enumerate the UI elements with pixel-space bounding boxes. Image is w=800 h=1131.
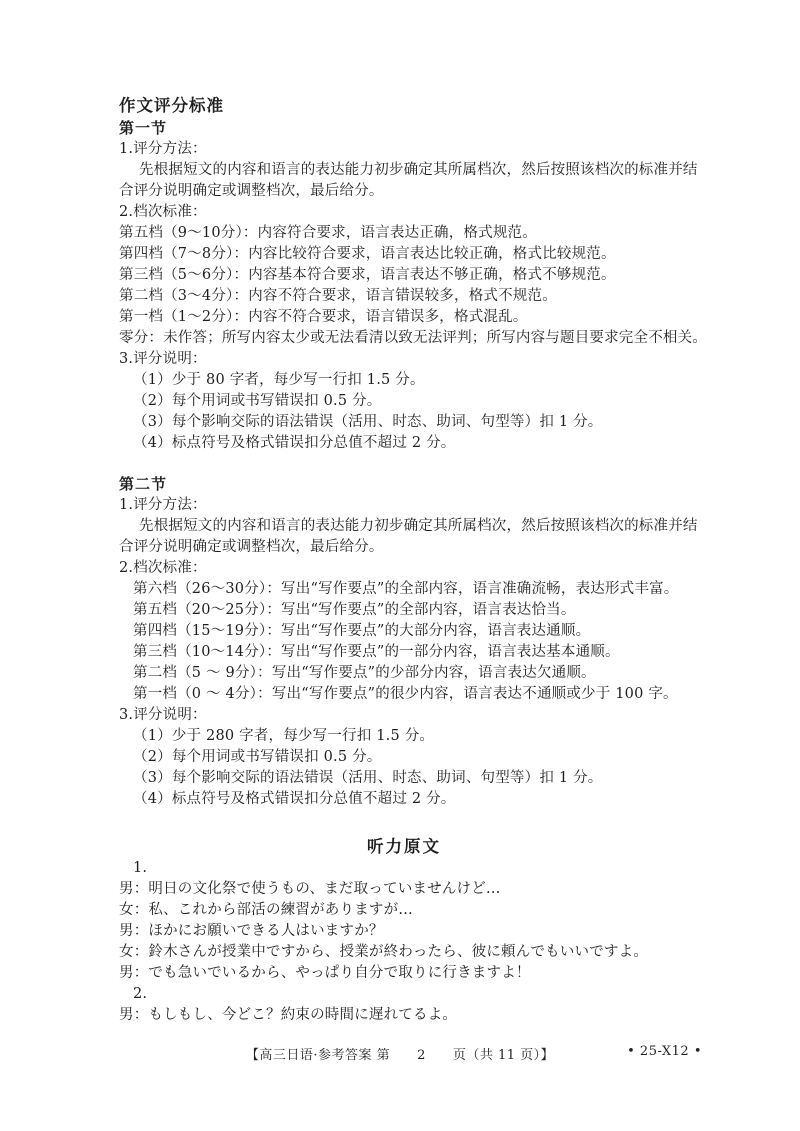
document-line: 先根据短文的内容和语言的表达能力初步确定其所属档次，然后按照该档次的标准并结 (139, 162, 698, 178)
document-line: 第四档（7～8分）：内容比较符合要求，语言表达比较正确，格式比较规范。 (119, 246, 616, 262)
document-line: （3）每个影响交际的语法错误（活用、时态、助词、句型等）扣 1 分。 (133, 770, 603, 786)
document-line: 3.评分说明： (119, 351, 207, 367)
document-line: 第一档（1～2分）：内容不符合要求，语言错误多，格式混乱。 (119, 309, 528, 325)
document-line: 合评分说明确定或调整档次，最后给分。 (119, 539, 384, 555)
document-line: 男：もしもし、今どこ？約束の時間に遅れてるよ。 (119, 1007, 458, 1023)
document-line: 合评分说明确定或调整档次，最后给分。 (119, 183, 384, 199)
document-line: 第六档（26～30分）：写出“写作要点”的全部内容，语言准确流畅，表达形式丰富。 (133, 581, 679, 597)
document-line: 男：明日の文化祭で使うもの、まだ取っていませんけど… (119, 881, 501, 897)
footer-exam-code: • 25-X12 • (627, 1044, 702, 1059)
section-heading: 第一节 (119, 119, 168, 137)
document-line: 第五档（20～25分）：写出“写作要点”的全部内容，语言表达恰当。 (133, 602, 576, 618)
document-line: 2. (133, 986, 148, 1002)
listening-section-title: 听力原文 (367, 837, 441, 856)
document-line: 零分：未作答；所写内容太少或无法看清以致无法评判；所写内容与题目要求完全不相关。 (119, 330, 707, 346)
document-line: （2）每个用词或书写错误扣 0.5 分。 (133, 393, 382, 409)
section-heading: 第二节 (119, 475, 168, 493)
document-line: 第三档（5～6分）：内容基本符合要求，语言表达不够正确，格式不够规范。 (119, 267, 616, 283)
document-line: 1.评分方法： (119, 497, 207, 513)
document-line: （1）少于 80 字者，每少写一行扣 1.5 分。 (133, 372, 425, 388)
document-line: 2.档次标准： (119, 204, 207, 220)
document-line: 3.评分说明： (119, 707, 207, 723)
document-line: 男：ほかにお願いできる人はいますか？ (119, 923, 384, 939)
document-line: 第五档（9～10分）：内容符合要求，语言表达正确，格式规范。 (119, 225, 537, 241)
footer-page-indicator: 【高三日语·参考答案 第 2 页（共 11 页）】 (245, 1048, 555, 1063)
document-line: 第一档（0 ～ 4分）：写出“写作要点”的很少内容，语言表达不通顺或少于 100 字。 (133, 686, 678, 702)
document-line: （1）少于 280 字者，每少写一行扣 1.5 分。 (133, 728, 435, 744)
document-line: 1. (133, 860, 148, 876)
document-body (119, 95, 707, 1026)
document-line: 女：鈴木さんが授業中ですから、授業が終わったら、彼に頼んでもいいですよ。 (119, 944, 649, 960)
document-line: 第四档（15～19分）：写出“写作要点”的大部分内容，语言表达通顺。 (133, 623, 591, 639)
document-line: 2.档次标准： (119, 560, 207, 576)
document-line: 第二档（5 ～ 9分）：写出“写作要点”的少部分内容，语言表达欠通顺。 (133, 665, 596, 681)
document-line: 第三档（10～14分）：写出“写作要点”的一部分内容，语言表达基本通顺。 (133, 644, 620, 660)
document-line: （3）每个影响交际的语法错误（活用、时态、助词、句型等）扣 1 分。 (133, 414, 603, 430)
document-line: 男：でも急いでいるから、やっぱり自分で取りに行きますよ！ (119, 965, 531, 981)
document-line: （4）标点符号及格式错误扣分总值不超过 2 分。 (133, 791, 456, 807)
page-footer (0, 1044, 800, 1064)
document-title: 作文评分标准 (119, 96, 224, 115)
document-line: （2）每个用词或书写错误扣 0.5 分。 (133, 749, 382, 765)
document-line: （4）标点符号及格式错误扣分总值不超过 2 分。 (133, 435, 456, 451)
document-line: 女：私、これから部活の練習がありますが… (119, 902, 413, 918)
document-line: 第二档（3～4分）：内容不符合要求，语言错误较多，格式不规范。 (119, 288, 557, 304)
document-line: 1.评分方法： (119, 141, 207, 157)
document-line: 先根据短文的内容和语言的表达能力初步确定其所属档次，然后按照该档次的标准并结 (139, 518, 698, 534)
